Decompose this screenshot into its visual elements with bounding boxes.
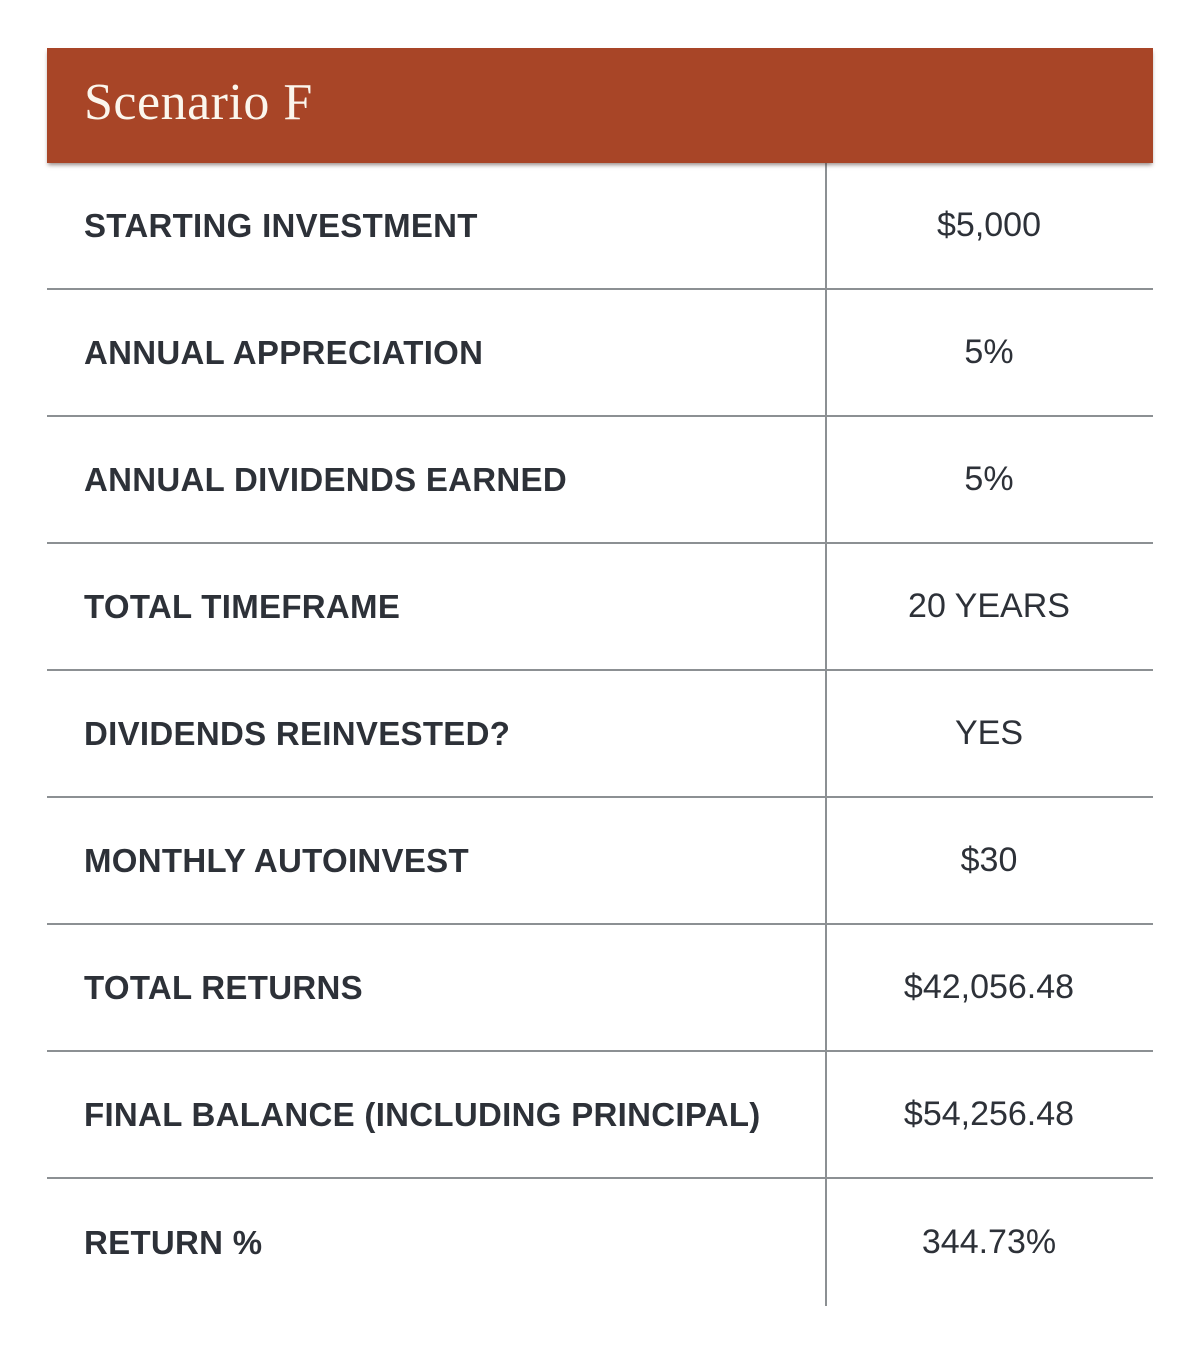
scenario-title: Scenario F — [84, 73, 313, 131]
table-row — [47, 417, 1153, 544]
row-value: 5% — [964, 332, 1014, 371]
row-value: $5,000 — [937, 205, 1041, 244]
scenario-table — [47, 48, 1153, 1306]
row-value: 20 YEARS — [908, 586, 1070, 625]
table-row — [47, 1052, 1153, 1179]
table-row — [47, 671, 1153, 798]
table-row — [47, 290, 1153, 417]
row-label: TOTAL RETURNS — [84, 968, 363, 1006]
row-value: $54,256.48 — [903, 1094, 1075, 1133]
row-label: ANNUAL DIVIDENDS EARNED — [84, 460, 567, 498]
row-value: 5% — [964, 459, 1014, 498]
row-label: DIVIDENDS REINVESTED? — [84, 714, 511, 752]
table-row — [47, 1179, 1153, 1306]
table-row — [47, 925, 1153, 1052]
row-value: 344.73% — [921, 1222, 1057, 1261]
scenario-header — [47, 48, 1153, 163]
row-label: RETURN % — [84, 1223, 263, 1261]
row-label: MONTHLY AUTOINVEST — [84, 841, 469, 879]
row-label: STARTING INVESTMENT — [84, 206, 478, 244]
table-row — [47, 798, 1153, 925]
row-value: YES — [954, 713, 1024, 752]
row-value: $42,056.48 — [903, 967, 1075, 1006]
row-label: TOTAL TIMEFRAME — [84, 587, 401, 625]
column-divider — [825, 163, 827, 1306]
table-rows — [47, 163, 1153, 1306]
table-row — [47, 544, 1153, 671]
row-label: ANNUAL APPRECIATION — [84, 333, 484, 371]
row-value: $30 — [960, 840, 1018, 879]
row-label: FINAL BALANCE (INCLUDING PRINCIPAL) — [84, 1095, 761, 1133]
table-row — [47, 163, 1153, 290]
